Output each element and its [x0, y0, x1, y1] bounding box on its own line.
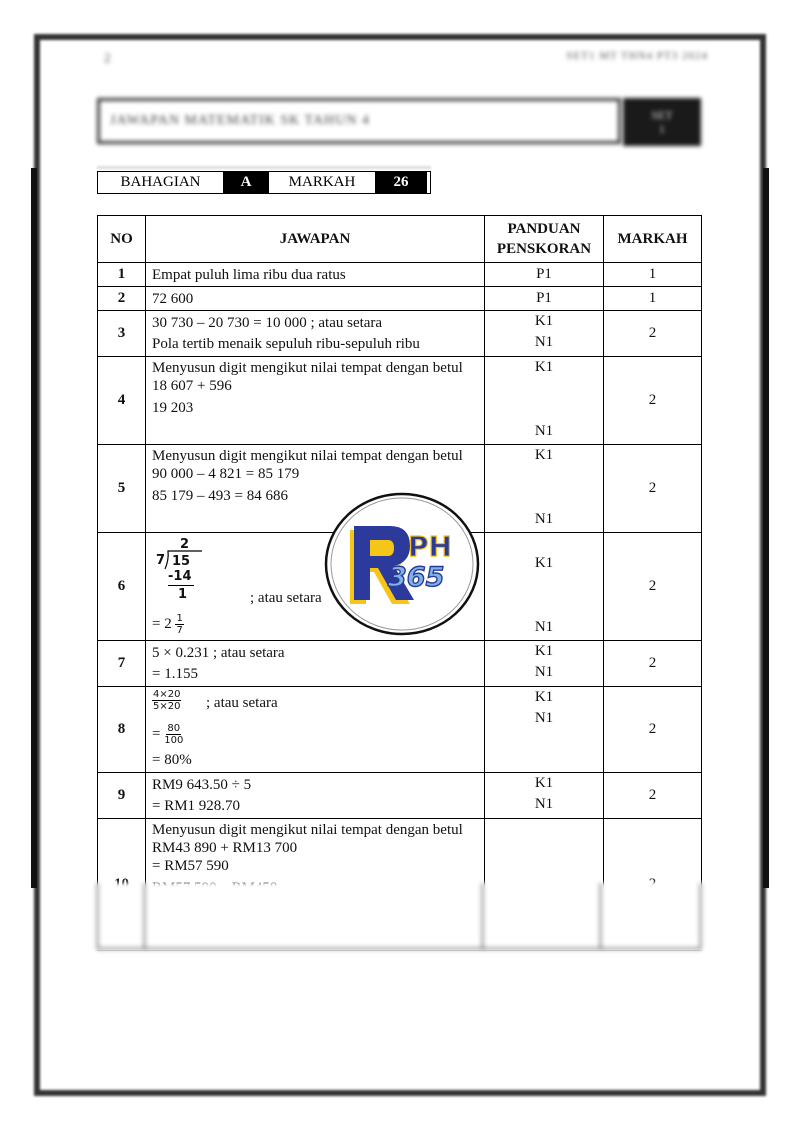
left-edge-bar — [31, 168, 37, 888]
answer-line: 19 203 — [152, 400, 194, 416]
code-n1: N1 — [534, 796, 554, 812]
markah-value: 26 — [375, 172, 427, 193]
answer-line: 85 179 – 493 = 84 686 — [152, 488, 288, 504]
section-mark-bar — [97, 171, 431, 194]
row-mark: 2 — [604, 641, 702, 687]
code-n1: N1 — [534, 710, 554, 726]
code-k1: K1 — [534, 643, 554, 659]
answer-equals: = 2 — [152, 615, 172, 632]
code-n1: N1 — [534, 423, 554, 439]
row-mark: 2 — [604, 687, 702, 773]
division-subtract: -14 — [168, 569, 192, 584]
header-no: NO — [98, 216, 146, 263]
row-mark: 1 — [604, 287, 702, 311]
table-row — [98, 773, 702, 819]
answer-note: ; atau setara — [206, 695, 278, 711]
table-row — [98, 641, 702, 687]
answer-line: Menyusun digit mengikut nilai tempat dengan betul — [152, 822, 463, 838]
code-k1: K1 — [534, 775, 554, 791]
document-title-text: JAWAPAN MATEMATIK SK TAHUN 4 — [110, 113, 370, 128]
rph365-logo-watermark — [322, 490, 480, 638]
answer-line: Menyusun digit mengikut nilai tempat dengan betul — [152, 448, 463, 464]
row-answer — [146, 263, 485, 287]
fraction-numerator: 4×20 — [153, 689, 181, 700]
row-mark: 2 — [604, 445, 702, 533]
fraction — [152, 689, 181, 712]
row-code: P1 — [485, 263, 604, 287]
answer-line: 72 600 — [152, 290, 194, 307]
division-divisor: 7 — [156, 553, 166, 568]
row-codes — [485, 445, 604, 533]
row-answer — [146, 641, 485, 687]
answer-line: = RM57 590 — [152, 858, 229, 874]
code-n1: N1 — [534, 334, 554, 350]
blur-divider — [482, 883, 483, 949]
fraction-numerator: 1 — [176, 613, 183, 624]
header-jawapan: JAWAPAN — [146, 216, 485, 263]
markah-label: MARKAH — [269, 172, 375, 193]
blurred-table-continuation — [97, 883, 702, 949]
code-n1: N1 — [534, 664, 554, 680]
answer-line: = RM1 928.70 — [152, 798, 241, 814]
bahagian-value: A — [223, 172, 269, 193]
answer-line: 90 000 – 4 821 = 85 179 — [152, 466, 300, 482]
header-markah: MARKAH — [604, 216, 702, 263]
logo-text-top: PH — [408, 530, 452, 563]
fraction-numerator: 80 — [167, 723, 181, 734]
blur-divider — [600, 883, 601, 949]
row-no: 4 — [98, 357, 146, 445]
row-answer — [146, 687, 485, 773]
answer-line: RM43 890 + RM13 700 — [152, 840, 298, 856]
code-k1: K1 — [534, 313, 554, 329]
row-codes — [485, 533, 604, 641]
page-number: 2 — [104, 50, 111, 65]
section-shadow — [97, 166, 431, 169]
answer-line: = 80% — [152, 752, 192, 768]
row-no: 5 — [98, 445, 146, 533]
header-panduan: PANDUAN PENSKORAN — [485, 216, 604, 263]
answer-line — [152, 613, 184, 636]
answer-line: Menyusun digit mengikut nilai tempat dengan betul — [152, 360, 463, 376]
fraction — [175, 613, 183, 636]
fraction-denominator: 100 — [164, 735, 184, 746]
blur-divider — [144, 883, 145, 949]
row-no: 6 — [98, 533, 146, 641]
table-header-row — [98, 216, 702, 263]
row-no: 9 — [98, 773, 146, 819]
row-mark: 2 — [604, 311, 702, 357]
table-row — [98, 357, 702, 445]
answer-line: Empat puluh lima ribu dua ratus — [152, 266, 346, 283]
table-row — [98, 287, 702, 311]
division-dividend: 15 — [172, 554, 191, 569]
document-title — [97, 98, 621, 144]
row-codes — [485, 311, 604, 357]
code-k1: K1 — [534, 359, 554, 375]
code-n1: N1 — [534, 619, 554, 635]
row-codes — [485, 357, 604, 445]
code-n1: N1 — [534, 511, 554, 527]
row-no: 2 — [98, 287, 146, 311]
row-answer — [146, 287, 485, 311]
set-label: SET — [651, 108, 673, 122]
row-no: 7 — [98, 641, 146, 687]
row-no: 3 — [98, 311, 146, 357]
answer-line: RM9 643.50 ÷ 5 — [152, 777, 252, 793]
blur-table-frame — [97, 883, 701, 949]
answer-equals: = — [152, 725, 161, 742]
fraction — [164, 723, 183, 746]
table-row — [98, 263, 702, 287]
row-codes — [485, 641, 604, 687]
set-badge — [623, 98, 701, 146]
row-answer — [146, 357, 485, 445]
answer-note: ; atau setara — [250, 590, 322, 606]
division-quotient: 2 — [180, 537, 190, 552]
row-code: P1 — [485, 287, 604, 311]
set-number: 1 — [659, 122, 665, 136]
right-edge-bar — [763, 168, 769, 888]
code-k1: K1 — [534, 447, 554, 463]
fraction-denominator: 7 — [176, 625, 183, 636]
answer-line — [152, 723, 183, 746]
row-mark: 2 — [604, 357, 702, 445]
row-answer — [146, 311, 485, 357]
logo-text-bottom: 365 — [388, 562, 445, 593]
division-remainder: 1 — [178, 587, 188, 602]
answer-line: 5 × 0.231 ; atau setara — [152, 645, 285, 661]
row-mark: 1 — [604, 263, 702, 287]
bahagian-label: BAHAGIAN — [98, 172, 223, 193]
answer-line: Pola tertib menaik sepuluh ribu-sepuluh ribu — [152, 336, 420, 352]
answer-line: = 1.155 — [152, 666, 198, 682]
table-row — [98, 311, 702, 357]
answer-line: 18 607 + 596 — [152, 378, 232, 394]
row-mark: 2 — [604, 773, 702, 819]
answer-line: 30 730 – 20 730 = 10 000 ; atau setara — [152, 315, 383, 331]
table-row — [98, 687, 702, 773]
row-mark: 2 — [604, 533, 702, 641]
code-k1: K1 — [534, 555, 554, 571]
row-codes — [485, 773, 604, 819]
row-no: 1 — [98, 263, 146, 287]
row-codes — [485, 687, 604, 773]
row-no: 8 — [98, 687, 146, 773]
document-code: SET1 MT THN4 PT3 2024 — [566, 50, 708, 62]
code-k1: K1 — [534, 689, 554, 705]
fraction-denominator: 5×20 — [153, 701, 181, 712]
row-answer — [146, 773, 485, 819]
